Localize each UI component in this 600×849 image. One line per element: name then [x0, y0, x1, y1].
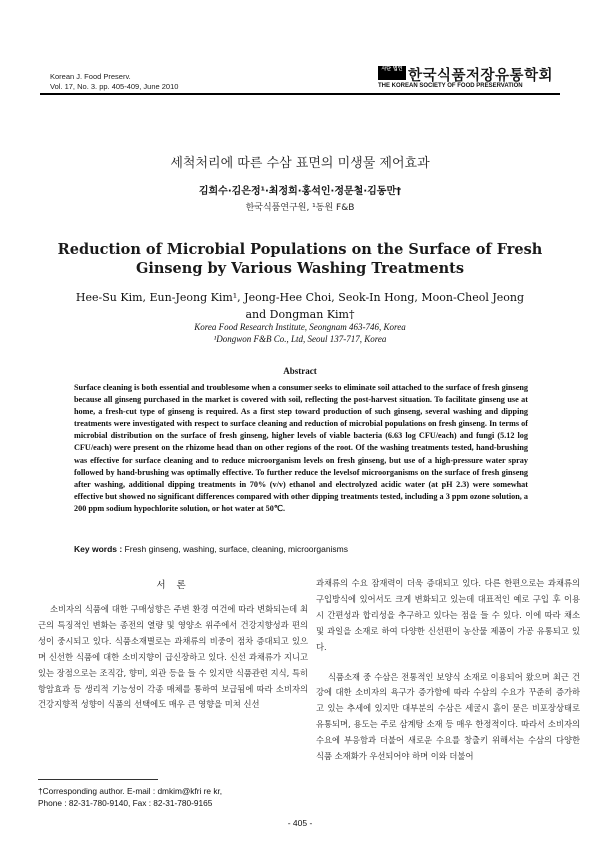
body-column-right [316, 576, 580, 765]
footnote [38, 785, 318, 809]
abstract-text: Surface cleaning is both essential and troublesome when a consumer seeks to eliminate soil attached to the surface of fresh ginseng because all ginseng purchased in the market is covered with soil, reflecting the post-harvest situation. To facilitate ginseng use at home, a fresh-cut type of ginseng is required. As a first step toward production of such ginseng, several washing and dipping treatments were investigated with respect to surface cleaning and reduction of microbial populations on fresh ginseng. In terms of microbial distribution on the surface of fresh ginseng, higher levels of viable bacteria (6.63 log CFU/each) and fungi (5.12 log CFU/each) were present on the rhizome head than on other regions of the root. Of the washing treatments tested, hand-brushing was effective for surface cleaning and to reduce microorganism levels on fresh ginseng, but use of a high-pressure water spray followed by hand-brushing was optimally effective. To further reduce the levelsof microorganisms on the surface of fresh ginseng after washing, additional dipping treatments in 70% (v/v) ethanol and electrolyzed acidic water (at pH 2.3) were somewhat effective but showed no significant differences compared with other dipping treatments tested, including a 3 ppm ozone solution, a 200 ppm sodium hypochlorite solution, or hot water at 50℃. [74, 383, 528, 513]
affiliation-kfri: Korea Food Research Institute, Seongnam 463-746, Korea [194, 322, 406, 332]
english-title: Reduction of Microbial Populations on the Surface of Fresh Ginseng by Various Washing Treatments [57, 241, 543, 277]
abstract-heading: Abstract [283, 366, 317, 376]
intro-paragraph-2: 식품소재 중 수삼은 전통적인 보양식 소재로 이용되어 왔으며 최근 건강에 대한 소비자의 욕구가 증가함에 따라 수삼의 수요가 꾸준히 증가하고 있는 추세에 있지만 대부분의 수삼은 세굴시 흙이 묻은 비포장상태로 유통되며, 용도는 주로 삼계탕 소재 등 매우 한정적이다. 따라서 소비자의 수요에 부응함과 더불어 새로운 수요를 창출키 위해서는 수삼의 다양한 식품 소재화가 우선되어야 하며 이와 더불어 [316, 671, 580, 762]
english-affiliation [0, 321, 600, 345]
society-korean-name: 한국식품저장유통학회 [408, 68, 554, 84]
keywords [74, 544, 528, 554]
korean-affiliation: 한국식품연구원, ¹동원 F&B [245, 203, 355, 213]
section-heading-introduction: 서 론 [156, 580, 190, 591]
intro-paragraph-1-continued: 과채류의 수요 잠재력이 더욱 증대되고 있다. 다른 한편으로는 과채류의 구입방식에 있어서도 크게 변화되고 있는데 대표적인 예로 구입 후 이용 시 간편성과 합리성을 추구하고 있다는 점을 들 수 있다. 이에 따라 채소 및 과일을 소재로 하여 다양한 신선편이 농산물 제품이 가공 유통되고 있다. [316, 578, 580, 652]
korean-authors: 김희수·김은정¹·최정희·홍석인·정문철·김동만† [198, 186, 402, 197]
society-logo [378, 66, 563, 92]
header-rule [40, 93, 560, 95]
society-english-name: THE KOREAN SOCIETY OF FOOD PRESERVATION [378, 83, 523, 89]
english-authors-line2: and Dongman Kim† [245, 308, 355, 321]
corresponding-author-phone: Phone : 82-31-780-9140, Fax : 82-31-780-9165 [38, 798, 213, 808]
korean-title: 세척처리에 따른 수삼 표면의 미생물 제어효과 [170, 156, 430, 171]
keywords-list: Fresh ginseng, washing, surface, cleaning, microorganisms [122, 544, 349, 554]
keywords-label: Key words : [74, 544, 123, 554]
body-column-left [38, 602, 308, 713]
intro-paragraph-1: 소비자의 식품에 대한 구매성향은 주변 환경 여건에 따라 변화되는데 최근의 특징적인 변화는 종전의 열량 및 영양소 위주에서 건강지향성과 편의성이 중시되고 있다. 식품소재별로는 과채류의 비중이 점차 증대되고 있으며 신선한 식품에 대한 소비지향이 급신장하고 있다. 신선 과채류가 지니고 있는 장점으로는 조직감, 향미, 외관 등을 들 수 있지만 식품관련 지식, 특히 항암효과 등 생리적 기능성이 각종 매체를 통하여 보급됨에 따라 소비자의 건강지향적 성향이 식품의 선택에도 매우 큰 영향을 미쳐 신선 [38, 604, 308, 710]
footnote-rule [38, 779, 158, 780]
page-number: - 405 - [287, 818, 313, 828]
journal-volume: Vol. 17, No. 3. pp. 405-409, June 2010 [50, 82, 179, 91]
affiliation-dongwon: ¹Dongwon F&B Co., Ltd, Seoul 137-717, Korea [213, 334, 387, 344]
corresponding-author-email: †Corresponding author. E-mail : dmkim@kfri re kr, [38, 786, 223, 796]
journal-citation [50, 72, 178, 92]
english-authors [60, 289, 540, 323]
society-seal: 사단 법인 [378, 66, 406, 80]
english-authors-line1: Hee-Su Kim, Eun-Jeong Kim¹, Jeong-Hee Choi, Seok-In Hong, Moon-Cheol Jeong [75, 291, 525, 304]
journal-name: Korean J. Food Preserv. [50, 72, 131, 81]
